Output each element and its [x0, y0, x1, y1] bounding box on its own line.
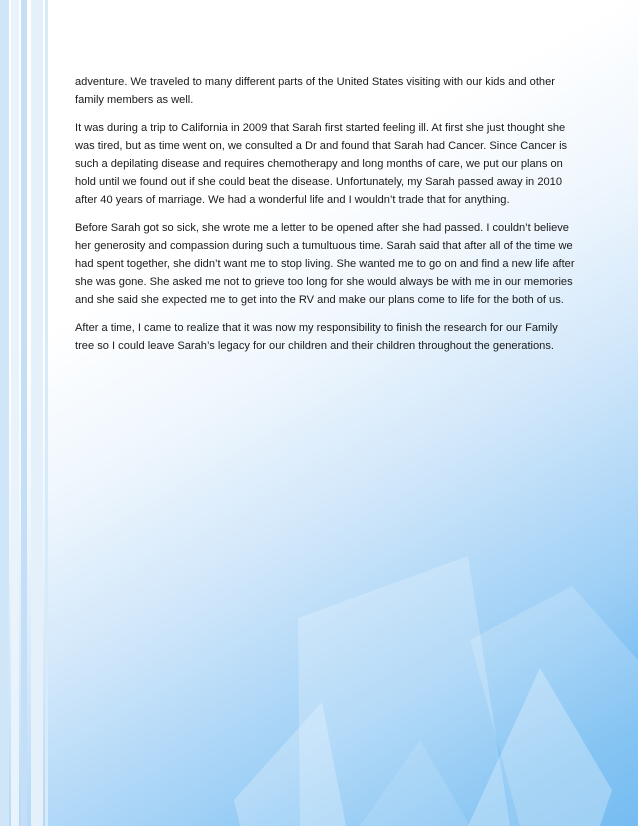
paragraph: Before Sarah got so sick, she wrote me a letter to be opened after she had passed. I couldn’t believe her generosity and compassion during such a tumultuous time. Sarah said that after all of the time we had spent together, she didn’t want me to stop living. She wanted me to go on and find a new life after she was gone. She asked me not to grieve too long for she would always be with me in our memories and she said she expected me to get into the RV and make our plans come to life for the both of us. — [75, 222, 575, 306]
body-text — [75, 73, 575, 365]
paragraph: It was during a trip to California in 2009 that Sarah first started feeling ill. At first she just thought she was tired, but as time went on, we consulted a Dr and found that Sarah had Cancer. Since Cancer is such a depilating disease and requires chemotherapy and long months of care, we put our plans on hold until we found out if she could beat the disease. Unfortunately, my Sarah passed away in 2010 after 40 years of marriage. We had a wonderful life and I wouldn’t trade that for anything. — [75, 122, 568, 206]
paragraph: After a time, I came to realize that it was now my responsibility to finish the research for our Family tree so I could leave Sarah’s legacy for our children and their children throughout the generations. — [75, 322, 558, 352]
paragraph: adventure. We traveled to many different parts of the United States visiting with our kids and other family members as well. — [75, 76, 555, 106]
